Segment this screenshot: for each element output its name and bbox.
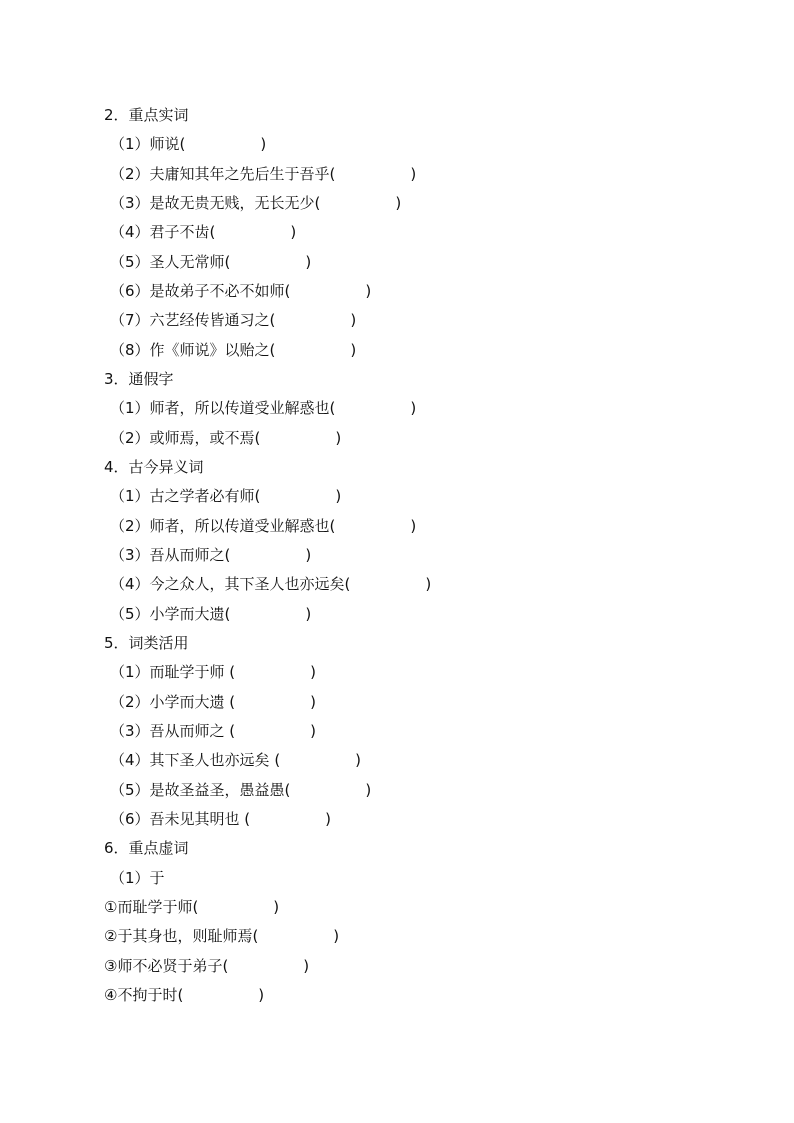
question-item: （3）是故无贵无贱，无长无少( ) (110, 194, 402, 212)
question-item: （2）夫庸知其年之先后生于吾乎( ) (110, 165, 417, 183)
question-item: （1）于 (110, 869, 165, 887)
question-item: （6）吾未见其明也 ( ) (110, 810, 332, 828)
question-item: （5）是故圣益圣，愚益愚( ) (110, 781, 372, 799)
section-heading: 6．重点虚词 (104, 839, 189, 857)
section-heading: 3．通假字 (104, 370, 174, 388)
question-item: （1）古之学者必有师( ) (110, 487, 342, 505)
question-item: （5）圣人无常师( ) (110, 253, 312, 271)
question-item: （1）而耻学于师 ( ) (110, 663, 317, 681)
circled-question-item: ①而耻学于师( ) (104, 898, 280, 916)
section-heading: 2．重点实词 (104, 106, 189, 124)
circled-question-item: ④不拘于时( ) (104, 986, 265, 1004)
question-item: （2）师者，所以传道受业解惑也( ) (110, 517, 417, 535)
section-heading: 5．词类活用 (104, 634, 189, 652)
question-item: （2）或师焉，或不焉( ) (110, 429, 342, 447)
circled-question-item: ②于其身也，则耻师焉( ) (104, 927, 340, 945)
section-heading: 4．古今异义词 (104, 458, 204, 476)
question-item: （8）作《师说》以贻之( ) (110, 341, 357, 359)
question-item: （7）六艺经传皆通习之( ) (110, 311, 357, 329)
question-item: （2）小学而大遗 ( ) (110, 693, 317, 711)
question-item: （5）小学而大遗( ) (110, 605, 312, 623)
question-item: （1）师说( ) (110, 135, 267, 153)
question-item: （4）君子不齿( ) (110, 223, 297, 241)
question-item: （3）吾从而师之 ( ) (110, 722, 317, 740)
question-item: （3）吾从而师之( ) (110, 546, 312, 564)
question-item: （4）今之众人，其下圣人也亦远矣( ) (110, 575, 432, 593)
question-item: （6）是故弟子不必不如师( ) (110, 282, 372, 300)
circled-question-item: ③师不必贤于弟子( ) (104, 957, 310, 975)
question-item: （1）师者，所以传道受业解惑也( ) (110, 399, 417, 417)
question-item: （4）其下圣人也亦远矣 ( ) (110, 751, 362, 769)
